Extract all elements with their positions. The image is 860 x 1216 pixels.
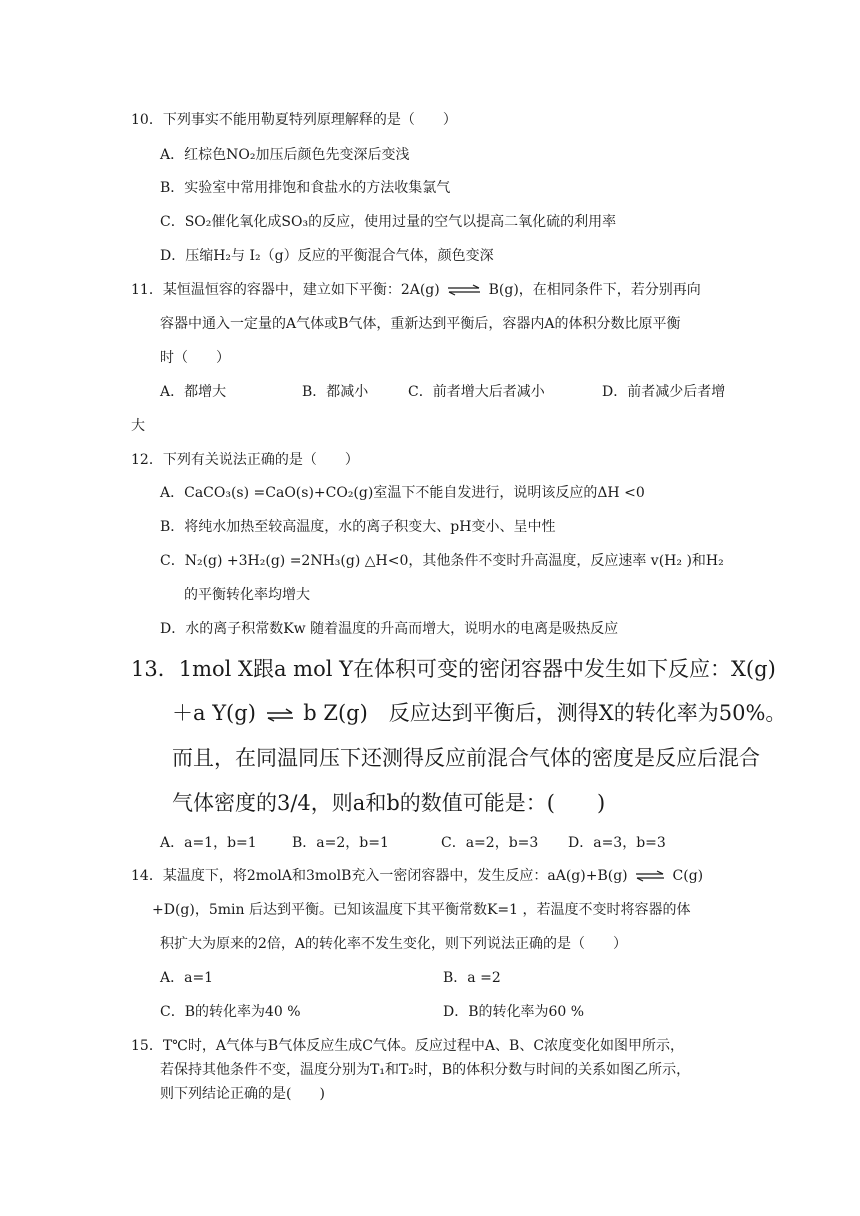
q11-option-d-wrap: 大 — [131, 418, 145, 434]
q12-option-c-wrap: 的平衡转化率均增大 — [184, 587, 310, 603]
q13-option-b: B．a=2，b=1 — [292, 835, 389, 851]
q12-stem: 12．下列有关说法正确的是（ ） — [131, 452, 359, 468]
q14-line3: 积扩大为原来的2倍，A的转化率不发生变化，则下列说法正确的是（ ） — [160, 936, 628, 952]
q14-line1 — [131, 866, 703, 886]
q14-option-c: C．B的转化率为40 % — [160, 1004, 301, 1020]
q13-option-d: D．a=3，b=3 — [568, 835, 666, 851]
q13-line4: 气体密度的3/4，则a和b的数值可能是：( ) — [172, 791, 606, 815]
q13-option-a: A．a=1，b=1 — [160, 835, 257, 851]
q13-option-c: C．a=2，b=3 — [441, 835, 539, 851]
q10-option-b: B．实验室中常用排饱和食盐水的方法收集氯气 — [160, 180, 451, 196]
q11-line3: 时（ ） — [160, 350, 230, 366]
q14-option-a: A．a=1 — [160, 970, 214, 986]
q14-line1-part2: C(g) — [672, 868, 704, 884]
q11-option-a: A．都增大 — [160, 384, 227, 400]
q14-option-b: B．a =2 — [443, 970, 501, 986]
q13-line2-part1: ＋a Y(g) — [172, 701, 256, 725]
q11-line2: 容器中通入一定量的A气体或B气体，重新达到平衡后，容器内A的体积分数比原平衡 — [160, 316, 681, 332]
q11-option-d: D．前者减少后者增 — [602, 384, 726, 400]
q12-option-d: D．水的离子积常数Kw 随着温度的升高而增大，说明水的电离是吸热反应 — [160, 621, 619, 637]
q11-option-b: B．都减小 — [302, 384, 369, 400]
q10-option-c: C．SO₂催化氧化成SO₃的反应，使用过量的空气以提高二氧化硫的利用率 — [160, 214, 617, 230]
q11-line1 — [131, 280, 701, 300]
q10-option-a: A．红棕色NO₂加压后颜色先变深后变浅 — [160, 147, 410, 163]
q11-line1-part1: 11．某恒温恒容的容器中，建立如下平衡：2A(g) — [131, 282, 440, 298]
q12-option-a: A．CaCO₃(s) =CaO(s)+CO₂(g)室温下不能自发进行，说明该反应的ΔH <0 — [160, 485, 645, 501]
equilibrium-arrow-icon — [447, 284, 481, 296]
q13-line2-part2: b Z(g) 反应达到平衡后，测得X的转化率为50%。 — [303, 701, 787, 725]
q13-line3: 而且，在同温同压下还测得反应前混合气体的密度是反应后混合 — [172, 746, 760, 770]
q15-line2: 若保持其他条件不变，温度分别为T₁和T₂时，B的体积分数与时间的关系如图乙所示， — [160, 1062, 691, 1078]
q13-line2 — [172, 698, 786, 728]
q11-option-c: C．前者增大后者减小 — [408, 384, 545, 400]
q13-line1: 13．1mol X跟a mol Y在体积可变的密闭容器中发生如下反应：X(g) — [131, 657, 776, 681]
q14-line2: +D(g)，5min 后达到平衡。已知该温度下其平衡常数K=1 ，若温度不变时将容器的体 — [152, 902, 691, 918]
q10-stem: 10．下列事实不能用勒夏特列原理解释的是（ ） — [131, 112, 457, 128]
q14-line1-part1: 14．某温度下，将2molA和3molB充入一密闭容器中，发生反应：aA(g)+B(g) — [131, 868, 628, 884]
q15-line1: 15．T℃时，A气体与B气体反应生成C气体。反应过程中A、B、C浓度变化如图甲所示， — [131, 1038, 685, 1054]
q11-line1-part2: B(g)，在相同条件下，若分别再向 — [488, 282, 701, 298]
equilibrium-arrow-icon — [635, 870, 665, 882]
q12-option-b: B．将纯水加热至较高温度，水的离子积变大、pH变小、呈中性 — [160, 519, 556, 535]
equilibrium-arrow-icon — [266, 708, 294, 722]
q15-line3: 则下列结论正确的是( ) — [160, 1086, 325, 1102]
q14-option-d: D．B的转化率为60 % — [443, 1004, 585, 1020]
q10-option-d: D．压缩H₂与 I₂（g）反应的平衡混合气体，颜色变深 — [160, 248, 494, 264]
q12-option-c: C．N₂(g) +3H₂(g) =2NH₃(g) △H<0，其他条件不变时升高温度，反应速率 v(H₂ )和H₂ — [160, 553, 724, 569]
